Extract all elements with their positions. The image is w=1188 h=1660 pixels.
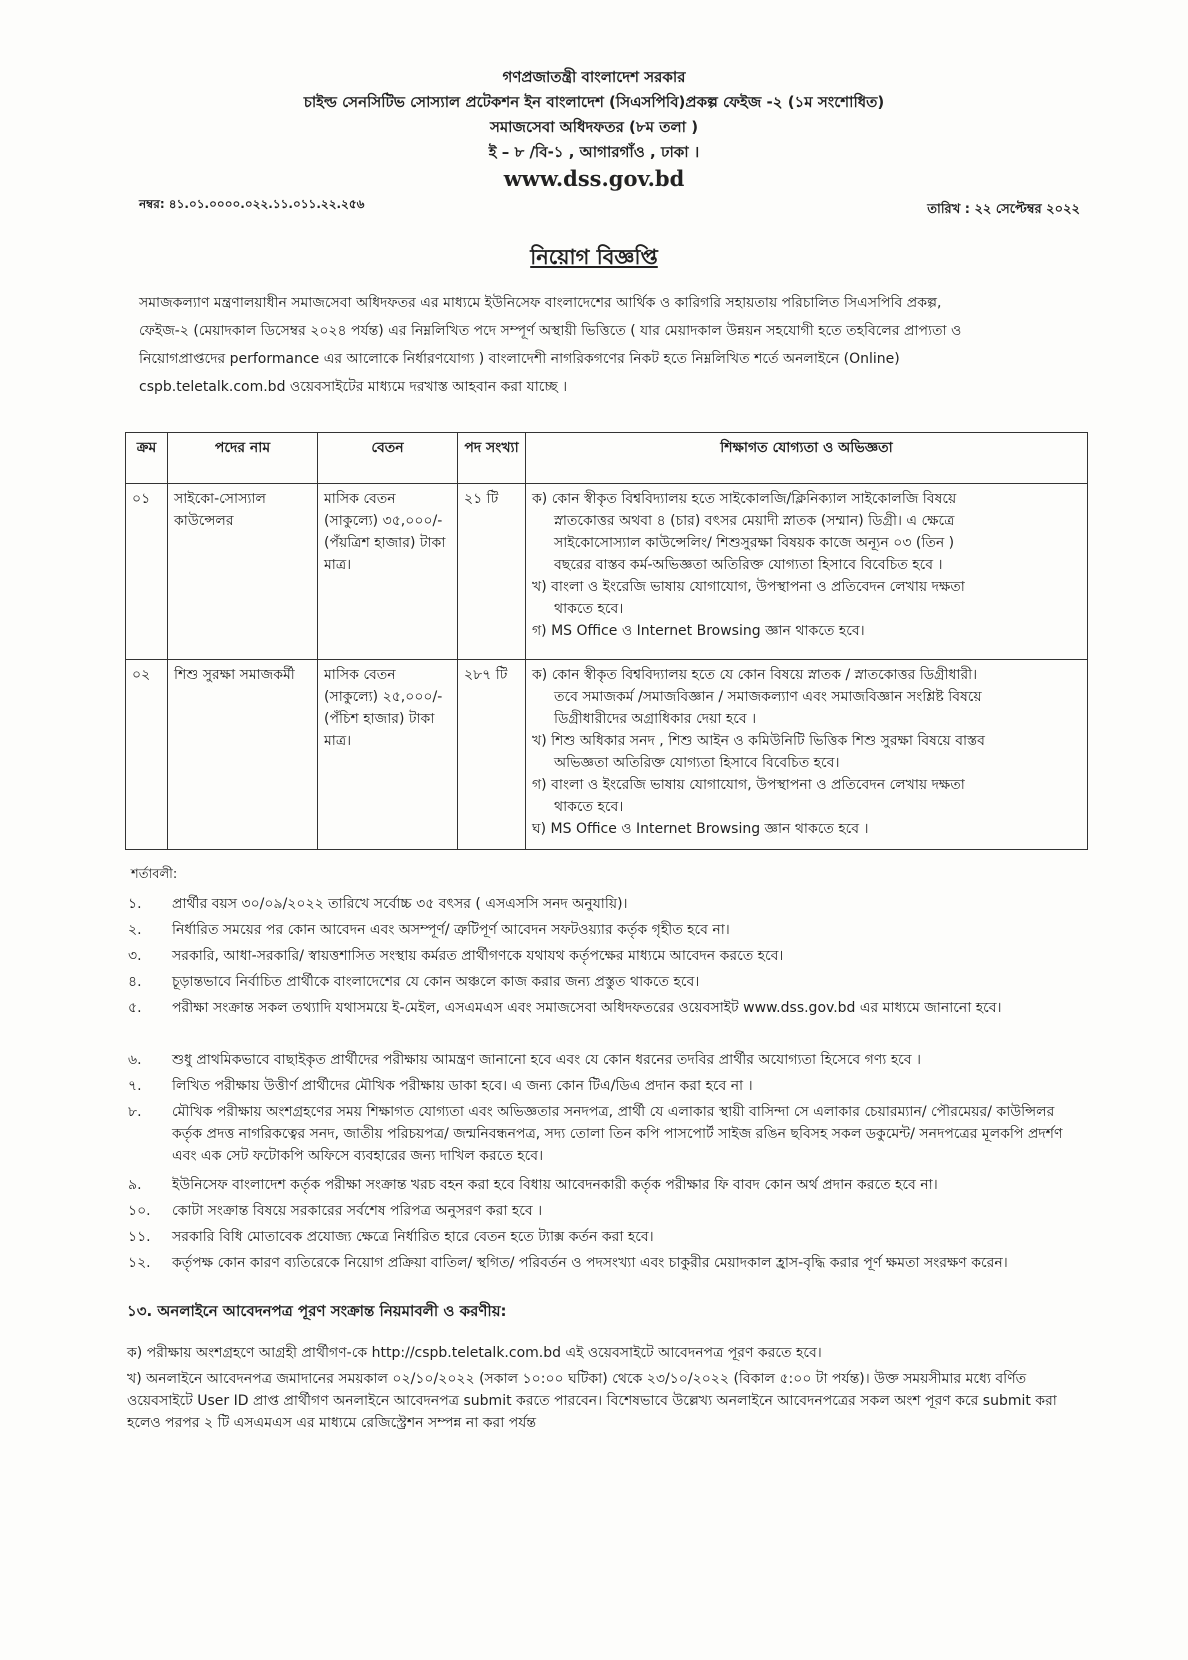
qualification-line: গ) MS Office ও Internet Browsing জ্ঞান থাকতে হবে।: [532, 623, 865, 639]
condition-number: ১১.: [128, 1229, 151, 1245]
condition-text: কর্তৃপক্ষ কোন কারণ ব্যতিরেকে নিয়োগ প্রক্রিয়া বাতিল/ স্থগিত/ পরিবর্তন ও পদসংখ্যা এবং চাকুরীর মেয়াদকাল হ্রাস-বৃদ্ধি করার পূর্ণ ক্ষমতা সংরক্ষণ করেন।: [172, 1255, 1008, 1271]
condition-text: শুধু প্রাথমিকভাবে বাছাইকৃত প্রার্থীদের পরীক্ষায় আমন্ত্রণ জানানো হবে এবং যে কোন ধরনের তদবির প্রার্থীর অযোগ্যতা হিসেবে গণ্য হবে ।: [172, 1052, 922, 1068]
conditions-heading: শর্তাবলী:: [131, 867, 178, 882]
condition-number: ৩.: [128, 948, 142, 964]
condition-text: কোটা সংক্রান্ত বিষয়ে সরকারের সর্বশেষ পরিপত্র অনুসরণ করা হবে ।: [172, 1203, 543, 1219]
condition-text: সরকারি, আধা-সরকারি/ স্বায়ত্তশাসিত সংস্থায় কর্মরত প্রার্থীগণকে যথাযথ কর্তৃপক্ষের মাধ্যমে আবেদন করতে হবে।: [172, 948, 784, 964]
header-post-count: পদ সংখ্যা: [458, 433, 526, 484]
post-count-cell: ২১ টি: [458, 484, 526, 660]
intro-line: ফেইজ-২ (মেয়াদকাল ডিসেম্বর ২০২৪ পর্যন্ত) এর নিম্নলিখিত পদে সম্পূর্ণ অস্থায়ী ভিত্তিতে ( যার মেয়াদকাল উন্নয়ন সহযোগী হতে তহবিলের প্রাপ্যতা ও: [139, 323, 962, 339]
condition-item: [128, 919, 1088, 941]
intro-line: সমাজকল্যাণ মন্ত্রণালয়াধীন সমাজসেবা অধিদফতর এর মাধ্যমে ইউনিসেফ বাংলাদেশের আর্থিক ও কারিগরি সহায়তায় পরিচালিত সিএসপিবি প্রকল্প,: [139, 295, 942, 311]
qualification-line: ক) কোন স্বীকৃত বিশ্ববিদ্যালয় হতে সাইকোলজি/ক্লিনিক্যাল সাইকোলজি বিষয়ে: [532, 491, 957, 507]
header-serial: ক্রম: [126, 433, 168, 484]
header-website: www.dss.gov.bd: [503, 166, 685, 191]
qualification-line: তবে সমাজকর্ম /সমাজবিজ্ঞান / সমাজকল্যাণ এবং সমাজবিজ্ঞান সংশ্লিষ্ট বিষয়ে: [554, 689, 982, 705]
header-qualification: শিক্ষাগত যোগ্যতা ও অভিজ্ঞতা: [526, 433, 1088, 484]
condition-number: ৭.: [128, 1078, 142, 1094]
condition-number: ৪.: [128, 974, 142, 990]
condition-item: [128, 1226, 1088, 1248]
document-title: নিয়োগ বিজ্ঞপ্তি: [530, 245, 658, 269]
condition-item: [128, 1200, 1088, 1222]
qualification-line: ক) কোন স্বীকৃত বিশ্ববিদ্যালয় হতে যে কোন বিষয়ে স্নাতক / স্নাতকোত্তর ডিগ্রীধারী।: [532, 667, 978, 683]
condition-number: ৯.: [128, 1177, 142, 1193]
condition-number: ২.: [128, 922, 142, 938]
issue-date: তারিখ : ২২ সেপ্টেম্বর ২০২২: [927, 202, 1080, 217]
condition-item: [128, 1174, 1088, 1196]
qualification-line: স্নাতকোত্তর অথবা ৪ (চার) বৎসর মেয়াদী স্নাতক (সম্মান) ডিগ্রী। এ ক্ষেত্রে: [554, 513, 955, 529]
qualification-line: সাইকোসোস্যাল কাউন্সেলিং/ শিশুসুরক্ষা বিষয়ক কাজে অন্যূন ০৩ (তিন ): [554, 535, 955, 551]
condition-item: [128, 997, 1088, 1019]
condition-item: [128, 945, 1088, 967]
qualification-cell: [526, 660, 1088, 850]
online-application-heading: ১৩. অনলাইনে আবেদনপত্র পূরণ সংক্রান্ত নিয়মাবলী ও করণীয়:: [127, 1302, 507, 1320]
condition-text: লিখিত পরীক্ষায় উত্তীর্ণ প্রার্থীদের মৌখিক পরীক্ষায় ডাকা হবে। এ জন্য কোন টিএ/ডিএ প্রদান করা হবে না ।: [172, 1078, 753, 1094]
condition-text: পরীক্ষা সংক্রান্ত সকল তথ্যাদি যথাসময়ে ই-মেইল, এসএমএস এবং সমাজসেবা অধিদফতরের ওয়েবসাইট www.dss.gov.bd এর মাধ্যমে জানানো হবে।: [172, 1000, 1002, 1016]
memo-number: নম্বর: ৪১.০১.০০০০.০২২.১১.০১১.২২.২৫৬: [139, 197, 365, 211]
condition-text: চূড়ান্তভাবে নির্বাচিত প্রার্থীকে বাংলাদেশের যে কোন অঞ্চলে কাজ করার জন্য প্রস্তুত থাকতে হবে।: [172, 974, 700, 990]
government-title: গণপ্রজাতন্ত্রী বাংলাদেশ সরকার: [502, 68, 686, 86]
condition-number: ৫.: [128, 1000, 142, 1016]
condition-item: [128, 1049, 1088, 1071]
condition-text: মৌখিক পরীক্ষায় অংশগ্রহণের সময় শিক্ষাগত যোগ্যতা এবং অভিজ্ঞতার সনদপত্র, প্রার্থী যে এলাকার স্থায়ী বাসিন্দা সে এলাকার চেয়ারম্যান/ পৌরমেয়র/ কাউন্সিলর কর্তৃক প্রদত্ত নাগরিকত্বের সনদ, জাতীয় পরিচয়পত্র/ জন্মনিবন্ধনপত্র, সদ্য তোলা তিন কপি পাসপোর্ট সাইজ রঙিন ছবিসহ সকল ডকুমেন্ট/ সনদপত্রের মূলকপি প্রদর্শণ এবং এক সেট ফটোকপি অফিসে ব্যবহারের জন্য দাখিল করতে হবে।: [172, 1104, 1063, 1164]
condition-number: ৬.: [128, 1052, 142, 1068]
department-address: ই – ৮ /বি-১ , আগারগাঁও , ঢাকা ।: [488, 143, 700, 161]
qualification-line: থাকতে হবে।: [554, 601, 624, 617]
post-count-cell: ২৮৭ টি: [458, 660, 526, 850]
serial-cell: ০২: [126, 660, 168, 850]
qualification-line: বছরের বাস্তব কর্ম-অভিজ্ঞতা অতিরিক্ত যোগ্যতা হিসাবে বিবেচিত হবে ।: [554, 557, 943, 573]
intro-line: নিয়োগপ্রাপ্তদের performance এর আলোকে নির্ধারণযোগ্য ) বাংলাদেশী নাগরিকগণের নিকট হতে নিম্নলিখিত শর্তে অনলাইনে (Online): [139, 351, 900, 367]
qualification-line: থাকতে হবে।: [554, 799, 624, 815]
table-header-row: [126, 433, 1088, 484]
qualification-line: ঘ) MS Office ও Internet Browsing জ্ঞান থাকতে হবে ।: [532, 821, 869, 837]
online-rule-kha: খ) অনলাইনে আবেদনপত্র জমাদানের সময়কাল ০২/১০/২০২২ (সকাল ১০:০০ ঘটিকা) থেকে ২৩/১০/২০২২ (বিকাল ৫:০০ টা পর্যন্ত)। উক্ত সময়সীমার মধ্যে বর্ণিত ওয়েবসাইটে User ID প্রাপ্ত প্রার্থীগণ অনলাইনে আবেদনপত্র submit করতে পারবেন। বিশেষভাবে উল্লেখ্য অনলাইনে আবেদনপত্রের সকল অংশ পূরণ করে submit করা হলেও পরপর ২ টি এসএমএস এর মাধ্যমে রেজিস্ট্রেশন সম্পন্ন না করা পর্যন্ত: [127, 1371, 1057, 1431]
condition-number: ১০.: [128, 1203, 151, 1219]
salary-cell: মাসিক বেতন (সাকুল্যে) ২৫,০০০/- (পঁচিশ হাজার) টাকা মাত্র।: [318, 660, 458, 850]
posts-table: [125, 432, 1088, 850]
project-title: চাইল্ড সেনসিটিভ সোস্যাল প্রটেকশন ইন বাংলাদেশ (সিএসপিবি)প্রকল্প ফেইজ -২ (১ম সংশোধিত): [303, 93, 885, 111]
department-name: সমাজসেবা অধিদফতর (৮ম তলা ): [489, 118, 699, 136]
condition-number: ১২.: [128, 1255, 151, 1271]
qualification-cell: [526, 484, 1088, 660]
condition-item: [128, 1101, 1088, 1167]
condition-item: [128, 971, 1088, 993]
qualification-line: খ) শিশু অধিকার সনদ , শিশু আইন ও কমিউনিটি ভিত্তিক শিশু সুরক্ষা বিষয়ে বাস্তব: [532, 733, 985, 749]
qualification-line: অভিজ্ঞতা অতিরিক্ত যোগ্যতা হিসাবে বিবেচিত হবে।: [554, 755, 840, 771]
header-post-name: পদের নাম: [168, 433, 318, 484]
qualification-line: খ) বাংলা ও ইংরেজি ভাষায় যোগাযোগ, উপস্থাপনা ও প্রতিবেদন লেখায় দক্ষতা: [532, 579, 965, 595]
condition-number: ৮.: [128, 1104, 142, 1120]
table-row: [126, 660, 1088, 850]
post-name-cell: সাইকো-সোস্যাল কাউন্সেলর: [168, 484, 318, 660]
online-rule-ka: ক) পরীক্ষায় অংশগ্রহণে আগ্রহী প্রার্থীগণ-কে http://cspb.teletalk.com.bd এই ওয়েবসাইটে আবেদনপত্র পূরণ করতে হবে।: [127, 1345, 822, 1361]
condition-item: [128, 1075, 1088, 1097]
post-name-cell: শিশু সুরক্ষা সমাজকর্মী: [168, 660, 318, 850]
intro-line: cspb.teletalk.com.bd ওয়েবসাইটের মাধ্যমে দরখাস্ত আহবান করা যাচ্ছে ।: [139, 379, 568, 395]
table-row: [126, 484, 1088, 660]
condition-text: প্রার্থীর বয়স ৩০/০৯/২০২২ তারিখে সর্বোচ্চ ৩৫ বৎসর ( এসএসসি সনদ অনুযায়ি)।: [172, 896, 628, 912]
condition-text: নির্ধারিত সময়ের পর কোন আবেদন এবং অসম্পূর্ণ/ ত্রুটিপূর্ণ আবেদন সফটওয়্যার কর্তৃক গৃহীত হবে না।: [172, 922, 730, 938]
salary-cell: মাসিক বেতন (সাকুল্যে) ৩৫,০০০/- (পঁয়ত্রিশ হাজার) টাকা মাত্র।: [318, 484, 458, 660]
condition-item: [128, 893, 1088, 915]
qualification-line: ডিগ্রীধারীদের অগ্রাধিকার দেয়া হবে ।: [554, 711, 757, 727]
qualification-line: গ) বাংলা ও ইংরেজি ভাষায় যোগাযোগ, উপস্থাপনা ও প্রতিবেদন লেখায় দক্ষতা: [532, 777, 965, 793]
condition-text: ইউনিসেফ বাংলাদেশ কর্তৃক পরীক্ষা সংক্রান্ত খরচ বহন করা হবে বিধায় আবেদনকারী কর্তৃক পরীক্ষার ফি বাবদ কোন অর্থ প্রদান করতে হবে না।: [172, 1177, 938, 1193]
condition-number: ১.: [128, 896, 142, 912]
condition-text: সরকারি বিধি মোতাবেক প্রযোজ্য ক্ষেত্রে নির্ধারিত হারে বেতন হতে ট্যাক্স কর্তন করা হবে।: [172, 1229, 654, 1245]
serial-cell: ০১: [126, 484, 168, 660]
header-salary: বেতন: [318, 433, 458, 484]
condition-item: [128, 1252, 1088, 1274]
